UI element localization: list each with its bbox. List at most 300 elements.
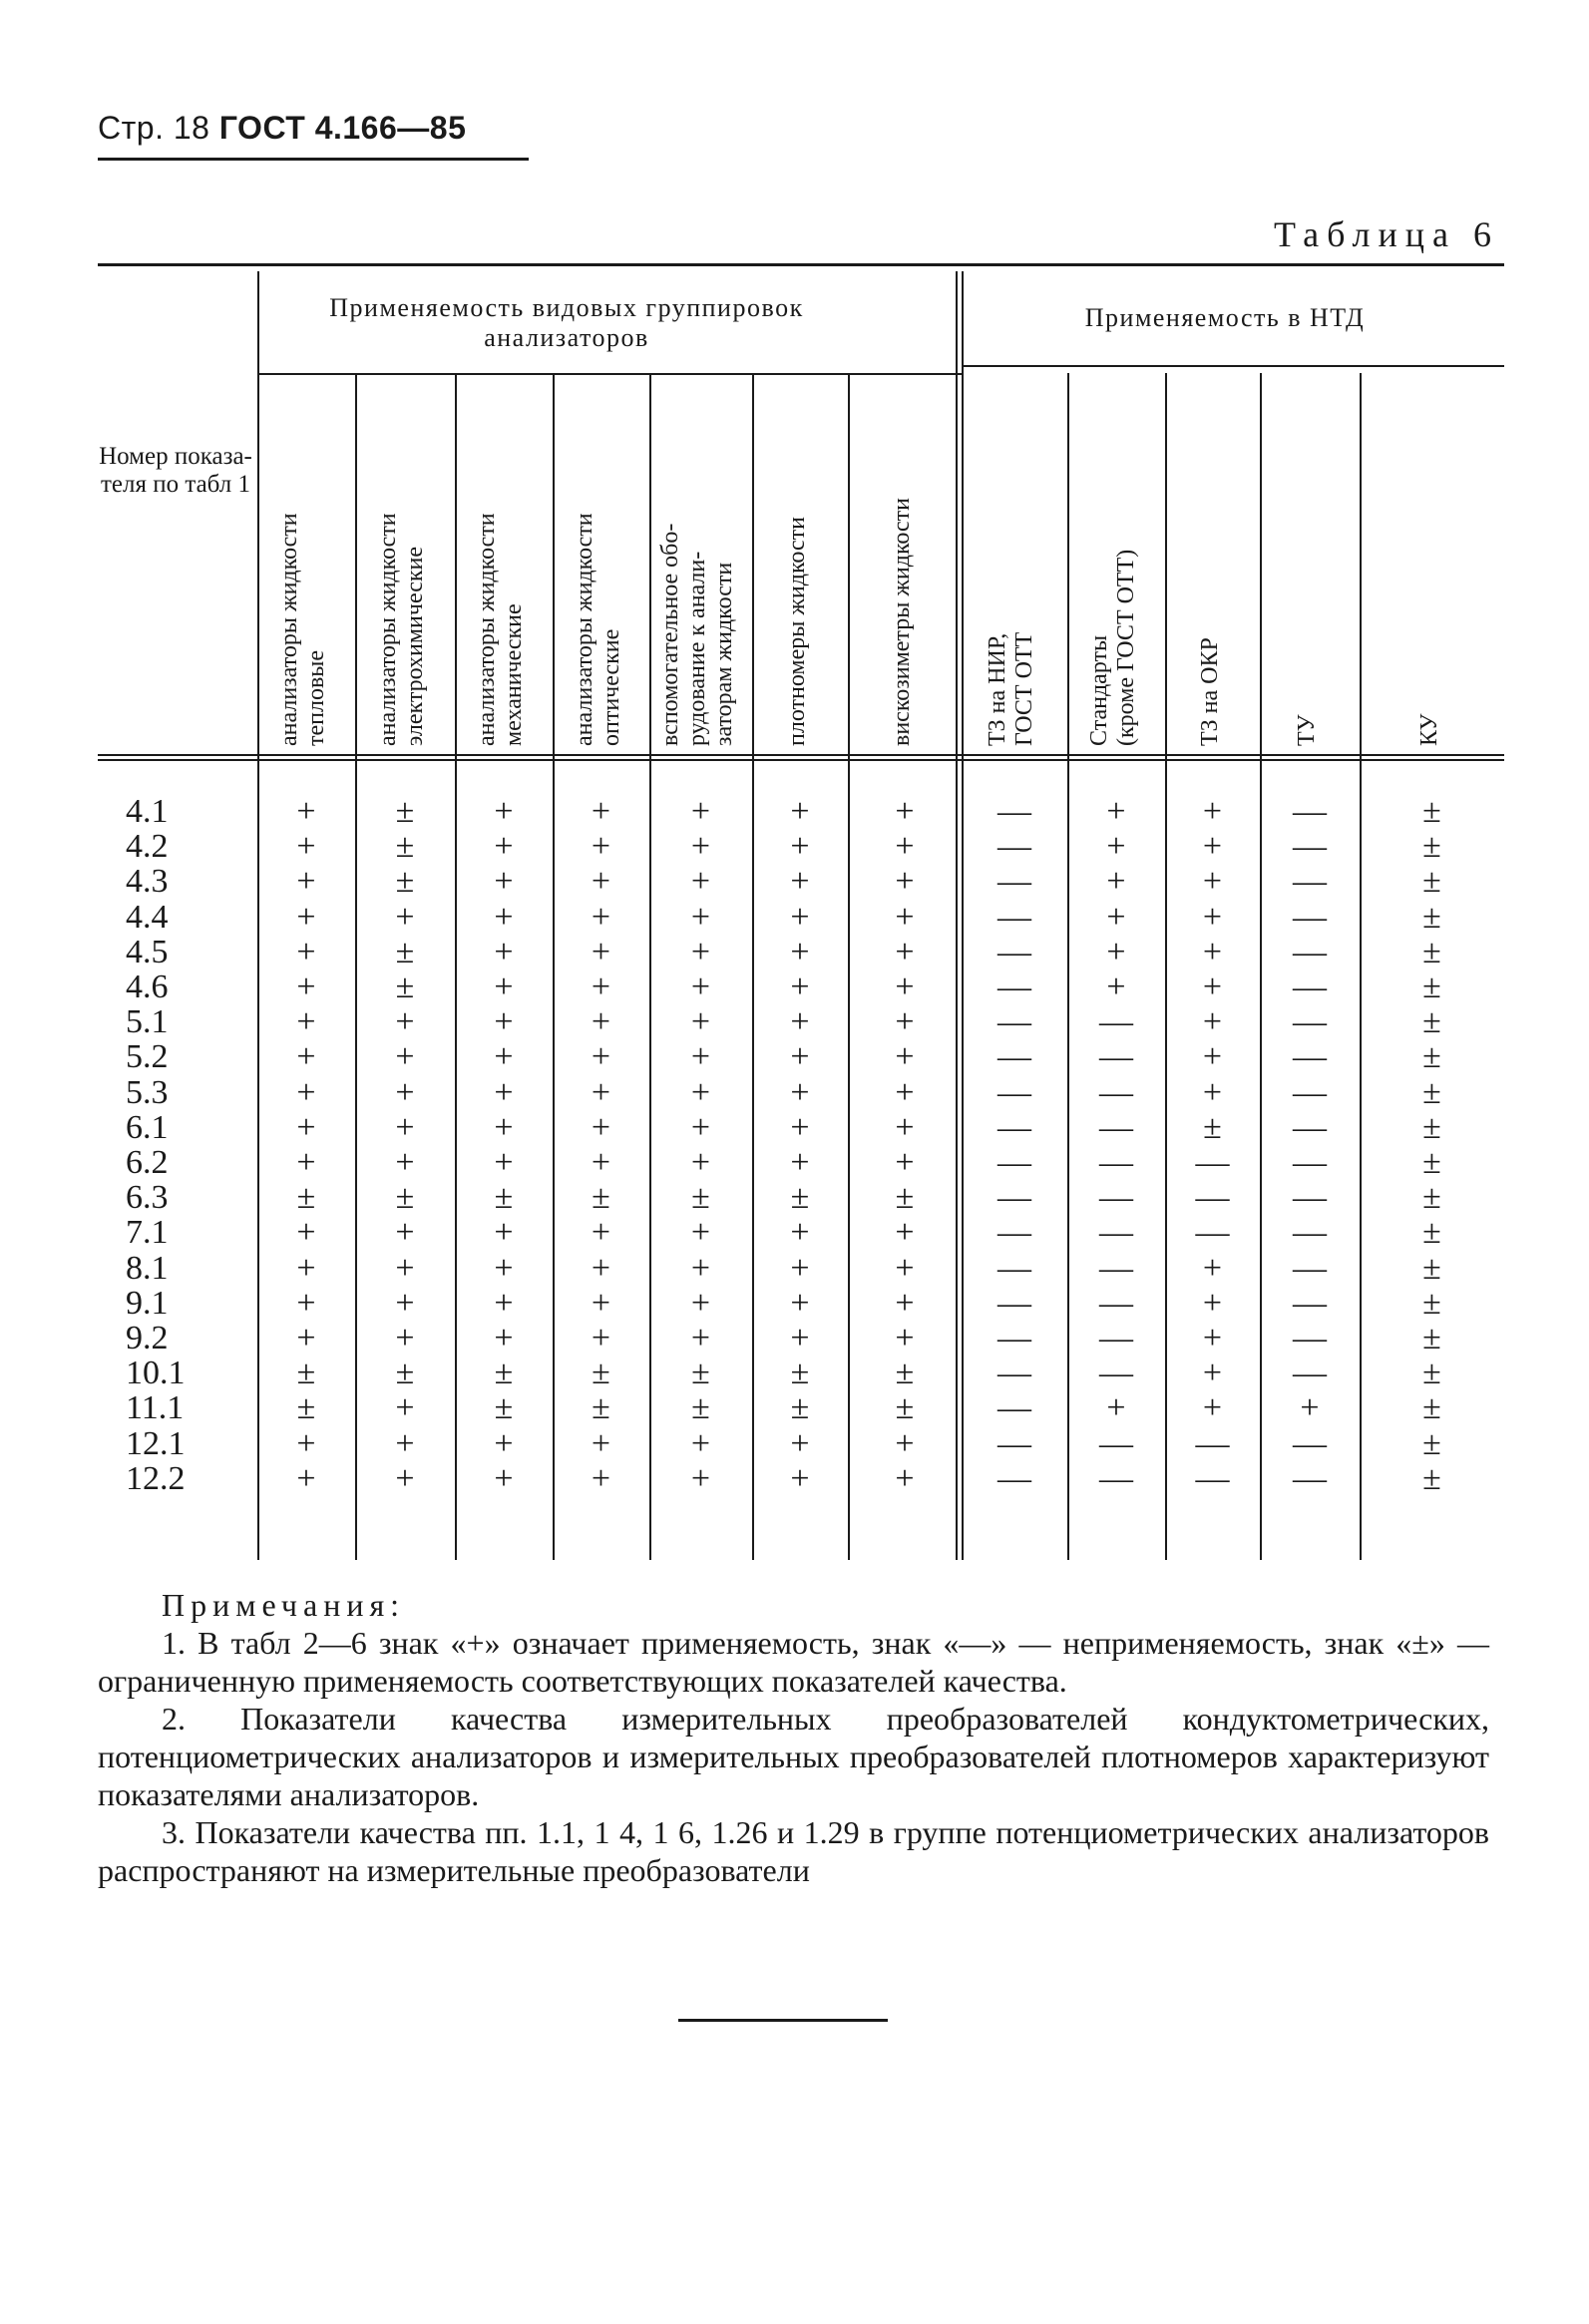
table-cell: +: [1202, 1073, 1223, 1111]
table-cell: +: [494, 1214, 514, 1252]
table-cell: +: [296, 1144, 316, 1181]
header-rule: [98, 158, 529, 161]
column-header-2: [375, 381, 435, 746]
table-cell: +: [790, 1320, 810, 1356]
table-cell: +: [296, 1249, 316, 1287]
table-cell: —: [997, 1108, 1031, 1146]
header-bottom-rule: [98, 754, 1504, 756]
table-cell: +: [690, 933, 711, 970]
table-cell: +: [591, 1249, 611, 1287]
table-cell: +: [895, 968, 915, 1005]
table-cell: +: [790, 1073, 810, 1111]
row-number: 9.2: [126, 1320, 169, 1356]
table-cell: +: [494, 898, 514, 936]
table-cell: +: [690, 1003, 711, 1041]
table-cell: ±: [592, 1355, 610, 1392]
table-cell: —: [1099, 1284, 1133, 1322]
table-cell: +: [591, 1320, 611, 1356]
table-cell: ±: [395, 828, 415, 866]
table-cell: +: [895, 1320, 915, 1356]
table-cell: +: [296, 1284, 316, 1322]
column-header-line: ГОСТ ОТТ: [1011, 631, 1037, 746]
table-cell: ±: [1422, 1179, 1441, 1217]
table-cell: —: [1293, 863, 1327, 901]
table-cell: —: [997, 1038, 1031, 1076]
table-cell: +: [790, 1284, 810, 1322]
table-cell: +: [591, 1073, 611, 1111]
table-cell: +: [395, 1389, 415, 1427]
table-cell: —: [1293, 1073, 1327, 1111]
table-cell: +: [395, 1424, 415, 1462]
table-cell: +: [395, 1249, 415, 1287]
column-header-line: (кроме ГОСТ ОТТ): [1113, 549, 1139, 746]
note-2: 2. Показатели качества измерительных преобразователей кондуктометрических, потенциометрических анализаторов и измерительных преобразователей плотномеров характеризуют показателями анализаторов.: [98, 1701, 1489, 1812]
table-cell: —: [1293, 1144, 1327, 1181]
table-cell: —: [1293, 1320, 1327, 1356]
table-cell: —: [1099, 1355, 1133, 1392]
table-cell: +: [1202, 933, 1223, 970]
column-header-line: Стандарты: [1086, 634, 1112, 746]
table-cell: +: [591, 898, 611, 936]
table-cell: +: [395, 1459, 415, 1497]
table-cell: —: [997, 1459, 1031, 1497]
row-number: 4.6: [126, 968, 169, 1005]
row-number: 5.2: [126, 1038, 169, 1076]
group-header-ntd: Применяемость в НТД: [1084, 303, 1366, 332]
table-cell: +: [494, 1424, 514, 1462]
table-cell: +: [895, 1284, 915, 1322]
table-cell: +: [395, 1214, 415, 1252]
note-1: 1. В табл 2—6 знак «+» означает применяемость, знак «—» — неприменяемость, знак «±» — ограниченную применяемость соответствующих показателей качества.: [98, 1625, 1489, 1699]
column-header-line: анализаторы жидкости: [375, 513, 401, 746]
column-header-1: [276, 381, 336, 746]
row-number-header: Номер показа-теля по табл 1: [99, 443, 252, 498]
table-cell: +: [895, 1003, 915, 1041]
table-cell: +: [494, 1249, 514, 1287]
table-cell: +: [1202, 863, 1223, 901]
table-cell: ±: [296, 1355, 316, 1392]
table-cell: +: [494, 1108, 514, 1146]
table-cell: ±: [1422, 1284, 1441, 1322]
table-cell: —: [1293, 898, 1327, 936]
table-cell: —: [1293, 793, 1327, 830]
table-cell: ±: [691, 1179, 710, 1217]
table-cell: ±: [895, 1179, 915, 1217]
table-cell: ±: [790, 1179, 810, 1217]
table-cell: —: [1293, 1038, 1327, 1076]
column-header-line: плотномеры жидкости: [784, 516, 810, 746]
table-cell: +: [296, 1038, 316, 1076]
table-cell: —: [1099, 1179, 1133, 1217]
table-cell: +: [591, 1038, 611, 1076]
table-cell: +: [494, 1459, 514, 1497]
table-cell: ±: [790, 1389, 810, 1427]
table-cell: +: [1202, 1389, 1223, 1427]
table-cell: +: [296, 793, 316, 830]
row-number: 6.3: [126, 1179, 169, 1217]
table-cell: ±: [395, 1179, 415, 1217]
table-cell: +: [296, 1003, 316, 1041]
table-cell: ±: [1422, 898, 1441, 936]
table-cell: +: [690, 1144, 711, 1181]
table-cell: +: [790, 1003, 810, 1041]
table-cell: ±: [1422, 968, 1441, 1005]
table-cell: +: [690, 1073, 711, 1111]
table-cell: —: [1293, 1108, 1327, 1146]
table-cell: —: [997, 1320, 1031, 1356]
table-cell: ±: [395, 1355, 415, 1392]
notes-title: Примечания:: [162, 1587, 406, 1623]
table-cell: ±: [494, 1355, 514, 1392]
table-cell: —: [1293, 1179, 1327, 1217]
table-cell: +: [494, 1320, 514, 1356]
table-cell: +: [1106, 898, 1126, 936]
table-cell: +: [296, 933, 316, 970]
table-cell: +: [494, 968, 514, 1005]
table-cell: ±: [1422, 1389, 1441, 1427]
table-cell: —: [1099, 1459, 1133, 1497]
table-cell: +: [395, 1038, 415, 1076]
table-cell: —: [997, 1424, 1031, 1462]
table-cell: —: [1099, 1038, 1133, 1076]
row-number: 12.1: [126, 1424, 186, 1462]
table-cell: ±: [1422, 1108, 1441, 1146]
table-cell: ±: [1422, 1459, 1441, 1497]
table-cell: +: [395, 898, 415, 936]
table-cell: ±: [592, 1389, 610, 1427]
table-cell: +: [895, 1249, 915, 1287]
table-cell: —: [997, 1003, 1031, 1041]
table-cell: +: [395, 1108, 415, 1146]
table-cell: +: [790, 828, 810, 866]
table-cell: +: [296, 898, 316, 936]
table-title: Таблица 6: [1274, 214, 1499, 254]
table-cell: +: [591, 1003, 611, 1041]
table-cell: +: [895, 828, 915, 866]
column-header-4: [572, 381, 631, 746]
table-cell: +: [1300, 1389, 1320, 1427]
row-number: 12.2: [126, 1459, 186, 1497]
table-cell: +: [790, 1459, 810, 1497]
row-number: 4.1: [126, 793, 169, 830]
column-header-line: ТЗ на НИР,: [985, 632, 1010, 746]
table-cell: +: [591, 828, 611, 866]
column-header-line: рудование к анали-: [683, 551, 710, 746]
column-header-line: механические: [501, 603, 527, 746]
applicability-table: [98, 263, 1504, 1560]
table-cell: +: [296, 1459, 316, 1497]
table-cell: ±: [395, 968, 415, 1005]
notes: [98, 1586, 1489, 1889]
table-cell: +: [690, 1108, 711, 1146]
table-cell: +: [690, 863, 711, 901]
table-cell: +: [591, 1108, 611, 1146]
table-cell: +: [591, 793, 611, 830]
table-cell: +: [1202, 828, 1223, 866]
table-cell: —: [1195, 1424, 1230, 1462]
table-cell: ±: [494, 1179, 514, 1217]
table-cell: ±: [395, 793, 415, 830]
standard-number: ГОСТ 4.166—85: [218, 110, 467, 146]
table-cell: +: [895, 1144, 915, 1181]
table-cell: ±: [691, 1389, 710, 1427]
table-cell: —: [1293, 933, 1327, 970]
table-cell: —: [1293, 1459, 1327, 1497]
table-cell: —: [997, 933, 1031, 970]
table-cell: +: [494, 1073, 514, 1111]
table-cell: +: [1202, 898, 1223, 936]
table-cell: +: [296, 1320, 316, 1356]
table-cell: +: [895, 898, 915, 936]
table-cell: —: [997, 828, 1031, 866]
table-cell: —: [1293, 1284, 1327, 1322]
table-cell: ±: [296, 1179, 316, 1217]
table-cell: +: [690, 1214, 711, 1252]
row-number: 8.1: [126, 1249, 169, 1287]
table-cell: ±: [1422, 1073, 1441, 1111]
table-cell: ±: [790, 1355, 810, 1392]
table-cell: +: [790, 863, 810, 901]
table-cell: +: [1202, 1320, 1223, 1356]
row-number: 10.1: [126, 1355, 186, 1392]
table-cell: +: [790, 1249, 810, 1287]
table-cell: ±: [1422, 1249, 1441, 1287]
table-cell: +: [296, 828, 316, 866]
table-cell: +: [494, 933, 514, 970]
column-header-7: [889, 381, 921, 746]
table-cell: +: [895, 933, 915, 970]
table-cell: +: [1106, 793, 1126, 830]
column-header-12: [1416, 381, 1448, 746]
column-header-line: электрохимические: [402, 546, 428, 746]
table-cell: —: [1099, 1214, 1133, 1252]
table-cell: +: [895, 1424, 915, 1462]
table-cell: +: [591, 1459, 611, 1497]
table-cell: +: [1106, 968, 1126, 1005]
table-cell: +: [591, 933, 611, 970]
table-cell: —: [1099, 1003, 1133, 1041]
table-cell: +: [591, 1144, 611, 1181]
row-number: 9.1: [126, 1284, 169, 1322]
end-rule: [678, 2019, 888, 2022]
column-header-9: [1086, 381, 1146, 746]
table-cell: +: [1202, 1038, 1223, 1076]
table-cell: —: [1099, 1424, 1133, 1462]
row-number: 7.1: [126, 1214, 169, 1252]
table-cell: ±: [1422, 828, 1441, 866]
table-cell: +: [494, 793, 514, 830]
page-header: [98, 110, 466, 147]
column-header-10: [1197, 381, 1229, 746]
table-cell: +: [591, 863, 611, 901]
table-cell: ±: [1422, 1320, 1441, 1356]
column-header-line: оптические: [597, 628, 624, 746]
table-cell: +: [790, 968, 810, 1005]
table-cell: +: [1202, 968, 1223, 1005]
table-cell: —: [1195, 1179, 1230, 1217]
table-cell: +: [895, 1038, 915, 1076]
table-cell: ±: [895, 1355, 915, 1392]
column-header-line: тепловые: [303, 649, 329, 746]
table-cell: +: [895, 863, 915, 901]
table-cell: +: [1106, 863, 1126, 901]
table-cell: —: [1099, 1249, 1133, 1287]
table-cell: +: [395, 1003, 415, 1041]
table-cell: ±: [1422, 1038, 1441, 1076]
table-cell: ±: [691, 1355, 710, 1392]
column-header-6: [784, 381, 816, 746]
table-cell: +: [790, 933, 810, 970]
table-cell: —: [997, 1355, 1031, 1392]
table-cell: +: [895, 1073, 915, 1111]
column-header-line: ТУ: [1294, 714, 1320, 746]
table-cell: +: [690, 1284, 711, 1322]
table-cell: ±: [1422, 1003, 1441, 1041]
row-number: 4.2: [126, 828, 169, 866]
table-cell: +: [296, 1073, 316, 1111]
column-header-line: анализаторы жидкости: [571, 513, 597, 746]
table-cell: ±: [592, 1179, 610, 1217]
column-header-line: КУ: [1415, 713, 1442, 746]
table-cell: +: [494, 1284, 514, 1322]
table-cell: +: [395, 1073, 415, 1111]
table-cell: ±: [494, 1389, 514, 1427]
column-header-8: [985, 381, 1044, 746]
table-cell: +: [1202, 1003, 1223, 1041]
table-cell: +: [690, 793, 711, 830]
page-number: Стр. 18: [98, 110, 210, 146]
table-cell: +: [296, 1214, 316, 1252]
row-number: 6.2: [126, 1144, 169, 1181]
column-header-line: ТЗ на ОКР: [1196, 637, 1223, 746]
table-cell: +: [591, 968, 611, 1005]
table-cell: —: [997, 1389, 1031, 1427]
table-cell: —: [997, 898, 1031, 936]
table-cell: +: [1106, 828, 1126, 866]
table-cell: —: [1195, 1214, 1230, 1252]
group2-sub-rule: [962, 365, 1504, 367]
column-header-3: [474, 381, 534, 746]
table-cell: —: [1099, 1108, 1133, 1146]
table-cell: ±: [296, 1389, 316, 1427]
table-cell: ±: [1203, 1108, 1222, 1146]
row-number: 5.1: [126, 1003, 169, 1041]
group-header-analyzers: Применяемость видовых группировок анализаторов: [329, 293, 804, 352]
table-cell: +: [395, 1144, 415, 1181]
table-cell: +: [1202, 793, 1223, 830]
table-cell: —: [997, 1214, 1031, 1252]
table-cell: —: [1195, 1144, 1230, 1181]
table-cell: ±: [1422, 1424, 1441, 1462]
table-cell: +: [790, 1214, 810, 1252]
table-cell: —: [997, 793, 1031, 830]
table-cell: +: [395, 1320, 415, 1356]
table-cell: +: [690, 828, 711, 866]
table-cell: —: [1293, 1424, 1327, 1462]
table-cell: —: [1293, 1003, 1327, 1041]
row-number: 4.3: [126, 863, 169, 901]
table-cell: ±: [395, 863, 415, 901]
table-cell: +: [690, 898, 711, 936]
table-top-rule: [98, 263, 1504, 266]
table-cell: +: [1202, 1355, 1223, 1392]
table-cell: +: [790, 793, 810, 830]
table-cell: ±: [395, 933, 415, 970]
row-number: 11.1: [126, 1389, 185, 1427]
table-cell: —: [997, 968, 1031, 1005]
table-cell: —: [997, 1144, 1031, 1181]
table-cell: +: [494, 1144, 514, 1181]
table-cell: —: [997, 1284, 1031, 1322]
column-header-line: анализаторы жидкости: [474, 513, 500, 746]
table-cell: +: [591, 1214, 611, 1252]
table-cell: ±: [1422, 1355, 1441, 1392]
table-cell: +: [494, 1038, 514, 1076]
table-cell: —: [1293, 1214, 1327, 1252]
table-cell: ±: [1422, 1214, 1441, 1252]
table-cell: —: [1293, 828, 1327, 866]
note-3: 3. Показатели качества пп. 1.1, 1 4, 1 6, 1.26 и 1.29 в группе потенциометрических анализаторов распространяют на измерительные преобразователи: [98, 1814, 1489, 1888]
column-header-line: анализаторы жидкости: [276, 513, 302, 746]
table-cell: +: [1202, 1284, 1223, 1322]
table-cell: +: [296, 1424, 316, 1462]
table-cell: +: [690, 1320, 711, 1356]
table-cell: +: [690, 1038, 711, 1076]
table-cell: —: [1293, 968, 1327, 1005]
table-cell: +: [790, 1108, 810, 1146]
table-cell: ±: [1422, 863, 1441, 901]
table-cell: —: [1293, 1355, 1327, 1392]
table-cell: —: [1099, 1144, 1133, 1181]
table-cell: +: [895, 793, 915, 830]
column-header-line: заторам жидкости: [710, 562, 737, 746]
header-bottom-rule-2: [98, 759, 1504, 761]
table-cell: +: [494, 828, 514, 866]
table-cell: ±: [1422, 1144, 1441, 1181]
table-cell: —: [1293, 1249, 1327, 1287]
table-cell: +: [690, 1249, 711, 1287]
table-cell: +: [790, 898, 810, 936]
table-cell: ±: [1422, 793, 1441, 830]
table-cell: +: [690, 1424, 711, 1462]
table-cell: —: [997, 863, 1031, 901]
row-number: 6.1: [126, 1108, 169, 1146]
row-number: 5.3: [126, 1073, 169, 1111]
table-cell: +: [790, 1038, 810, 1076]
column-header-line: вспомогательное обо-: [656, 523, 683, 746]
table-cell: +: [1106, 1389, 1126, 1427]
table-cell: +: [690, 968, 711, 1005]
table-cell: —: [997, 1249, 1031, 1287]
table-cell: —: [1099, 1320, 1133, 1356]
table-cell: +: [296, 968, 316, 1005]
table-cell: +: [1202, 1249, 1223, 1287]
column-header-line: вискозиметры жидкости: [889, 498, 915, 746]
table-cell: +: [296, 1108, 316, 1146]
table-cell: +: [895, 1214, 915, 1252]
row-number: 4.4: [126, 898, 169, 936]
table-cell: —: [1195, 1459, 1230, 1497]
table-cell: +: [395, 1284, 415, 1322]
table-cell: +: [296, 863, 316, 901]
table-cell: +: [591, 1284, 611, 1322]
table-cell: +: [790, 1424, 810, 1462]
table-cell: +: [690, 1459, 711, 1497]
table-cell: +: [895, 1459, 915, 1497]
column-header-5: [657, 381, 745, 746]
column-header-11: [1294, 381, 1326, 746]
table-cell: —: [997, 1073, 1031, 1111]
